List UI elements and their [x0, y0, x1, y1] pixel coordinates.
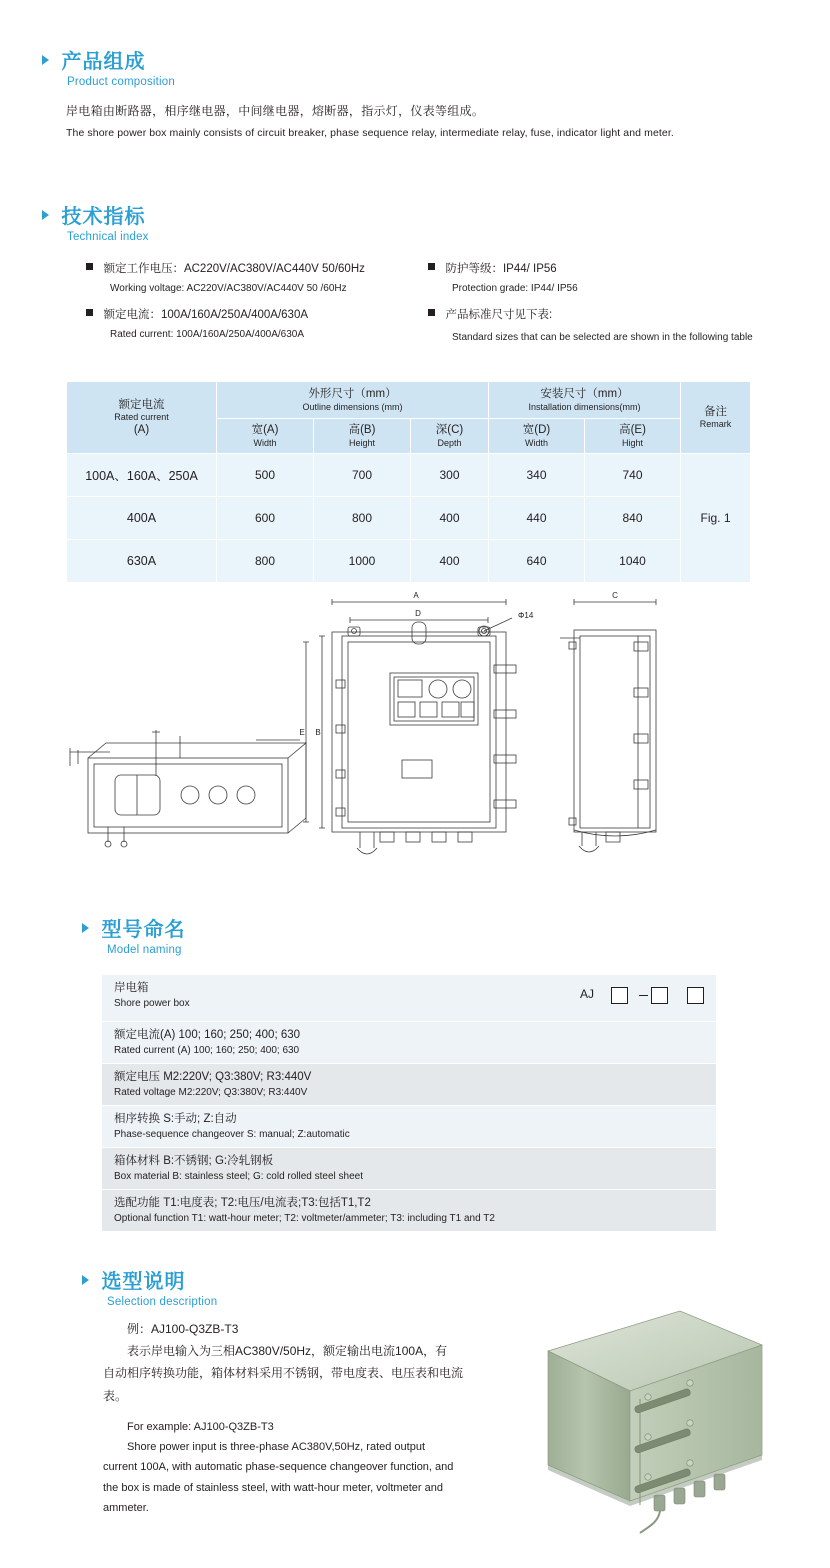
- header-outline-dimensions: [217, 382, 489, 419]
- selection-body-en-3: the box is made of stainless steel, with watt-hour meter, voltmeter and: [103, 1481, 443, 1494]
- selection-example-en: For example: AJ100-Q3ZB-T3: [127, 1420, 274, 1433]
- section-arrow-icon: [82, 1275, 89, 1285]
- section-title-en: Technical index: [67, 231, 149, 243]
- section-arrow-icon: [42, 210, 49, 220]
- header-sub-height-e-cn: 高(E): [619, 424, 646, 437]
- code-box-3[interactable]: [687, 987, 704, 1004]
- header-sub-depth-c-cn: 深(C): [435, 424, 464, 437]
- product-photo: [530, 1305, 780, 1545]
- technical-drawing-svg: [60, 580, 770, 870]
- cell-height-e: 1040: [585, 540, 681, 583]
- tech-index-item-protection: [428, 259, 578, 294]
- header-remark-en: Remark: [699, 419, 732, 430]
- header-sub-width-a: [217, 419, 314, 454]
- cell-depth-c: 400: [411, 497, 489, 540]
- drawing-side-view: [560, 599, 656, 852]
- header-sub-height-e-en: Hight: [622, 437, 644, 448]
- row-label-cn: 箱体材料 B:不锈钢; G:冷轧钢板: [114, 1155, 274, 1168]
- square-bullet-icon: [428, 309, 435, 316]
- tech-index-label-cn: 额定工作电压：AC220V/AC380V/AC440V 50/60Hz: [103, 263, 365, 275]
- tech-index-label-cn: 防护等级：IP44/ IP56: [445, 263, 557, 275]
- selection-body-cn-3: 表。: [103, 1388, 128, 1403]
- section-arrow-icon: [42, 55, 49, 65]
- row-label-en: Box material B: stainless steel; G: cold rolled steel sheet: [114, 1170, 364, 1182]
- selection-body-cn-1: 表示岸电输入为三相AC380V/50Hz，额定输出电流100A，有: [127, 1344, 448, 1359]
- header-sub-depth-c-en: Depth: [437, 437, 462, 448]
- row-label-cn: 额定电流(A) 100; 160; 250; 400; 630: [114, 1029, 301, 1041]
- header-sub-height-b-cn: 高(B): [348, 424, 376, 437]
- tech-index-label-en: Rated current: 100A/160A/250A/400A/630A: [110, 329, 305, 340]
- square-bullet-icon: [428, 263, 435, 270]
- section-product-composition-header: [42, 45, 175, 88]
- technical-drawing: [60, 580, 770, 870]
- cell-width-a: 600: [217, 497, 314, 540]
- row-label-en: Rated current (A) 100; 160; 250; 400; 630: [114, 1044, 300, 1056]
- cell-height-b: 700: [314, 454, 411, 497]
- code-box-2[interactable]: [651, 987, 668, 1004]
- row-label-en: Phase-sequence changeover S: manual; Z:automatic: [114, 1128, 350, 1140]
- table-row: [67, 497, 751, 540]
- header-rated-current-en: Rated current: [114, 412, 169, 423]
- cell-width-d: 340: [489, 454, 585, 497]
- header-sub-height-b: [314, 419, 411, 454]
- table-row: [67, 540, 751, 583]
- tech-index-item-standard-sizes: [428, 305, 758, 347]
- product-photo-svg: [530, 1305, 780, 1545]
- selection-description-body: [103, 1318, 493, 1518]
- dim-label-a: A: [413, 591, 419, 600]
- cell-width-d: 640: [489, 540, 585, 583]
- section-technical-index-header: [42, 200, 149, 243]
- header-outline-cn: 外形尺寸（mm）: [308, 388, 397, 401]
- dim-label-b: B: [315, 728, 321, 737]
- drawing-front-view: [303, 599, 516, 854]
- header-sub-width-a-cn: 宽(A): [251, 424, 279, 437]
- model-naming-row-rated-current: [102, 1022, 716, 1064]
- cell-height-e: 740: [585, 454, 681, 497]
- spec-table: [66, 381, 751, 583]
- tech-index-label-en: Protection grade: IP44/ IP56: [452, 283, 578, 294]
- cell-width-a: 500: [217, 454, 314, 497]
- spec-table-wrapper: [66, 381, 750, 583]
- section-arrow-icon: [82, 923, 89, 933]
- header-remark-cn: 备注: [704, 405, 728, 418]
- model-naming-row-shore-power-box: [102, 975, 716, 1022]
- header-sub-width-d-cn: 宽(D): [522, 424, 551, 437]
- row-label-cn: 额定电压 M2:220V; Q3:380V; R3:440V: [114, 1071, 312, 1084]
- header-remark: [681, 382, 751, 454]
- header-rated-current: [67, 382, 217, 454]
- section-title-en: Selection description: [107, 1296, 218, 1308]
- square-bullet-icon: [86, 309, 93, 316]
- row-label-cn: 相序转换 S:手动; Z:自动: [114, 1113, 237, 1126]
- selection-body-cn-2: 自动相序转换功能，箱体材料采用不锈钢，带电度表、电压表和电流: [103, 1366, 464, 1381]
- tech-index-label-cn: 产品标准尺寸见下表:: [445, 309, 553, 321]
- model-naming-row-rated-voltage: [102, 1064, 716, 1106]
- header-sub-width-d-en: Width: [524, 437, 548, 448]
- row-label-en: Rated voltage M2:220V; Q3:380V; R3:440V: [114, 1086, 308, 1098]
- dim-label-hole: Φ14: [518, 611, 534, 620]
- row-label-en: Shore power box: [114, 997, 190, 1009]
- section-title-en: Product composition: [67, 76, 175, 88]
- tech-index-item-voltage: [86, 259, 365, 294]
- selection-body-en-1: Shore power input is three-phase AC380V,50Hz, rated output: [127, 1441, 426, 1454]
- cell-height-b: 1000: [314, 540, 411, 583]
- tech-index-label-cn: 额定电流：100A/160A/250A/400A/630A: [103, 309, 309, 321]
- section-title-cn: 产品组成: [61, 51, 146, 73]
- header-sub-height-e: [585, 419, 681, 454]
- product-composition-body-en: The shore power box mainly consists of circuit breaker, phase sequence relay, intermediate relay, fuse, indicator light and meter.: [66, 127, 674, 139]
- dim-label-c: C: [612, 591, 618, 600]
- dim-label-d: D: [415, 609, 421, 618]
- cell-width-d: 440: [489, 497, 585, 540]
- header-sub-width-a-en: Width: [253, 437, 277, 448]
- spec-table-header-row-1: [67, 382, 751, 419]
- section-model-naming-header: [82, 913, 185, 956]
- header-install-cn: 安装尺寸（mm）: [540, 388, 629, 401]
- cell-depth-c: 400: [411, 540, 489, 583]
- model-prefix: AJ: [579, 987, 594, 1001]
- section-title-cn: 选型说明: [101, 1271, 186, 1293]
- cell-current: 400A: [67, 497, 217, 540]
- header-install-en: Installation dimensions(mm): [528, 401, 641, 412]
- cell-current: 100A、160A、250A: [67, 454, 217, 497]
- tech-index-label-en: Working voltage: AC220V/AC380V/AC440V 50 /60Hz: [110, 283, 347, 294]
- selection-example-cn: 例：AJ100-Q3ZB-T3: [127, 1322, 239, 1336]
- tech-index-item-current: [86, 305, 308, 340]
- cell-height-b: 800: [314, 497, 411, 540]
- header-sub-width-d: [489, 419, 585, 454]
- dim-label-e: E: [299, 728, 305, 737]
- section-title-cn: 技术指标: [61, 206, 146, 228]
- header-sub-depth-c: [411, 419, 489, 454]
- section-selection-description-header: [82, 1265, 217, 1308]
- table-row: [67, 454, 751, 497]
- tech-index-label-en: Standard sizes that can be selected are shown in the following table: [452, 332, 753, 343]
- cell-depth-c: 300: [411, 454, 489, 497]
- selection-body-en-2: current 100A, with automatic phase-sequence changeover function, and: [103, 1461, 454, 1474]
- section-title-en: Model naming: [107, 944, 182, 956]
- drawing-top-view: [70, 730, 306, 847]
- model-naming-row-phase-sequence: [102, 1106, 716, 1148]
- code-dash: [639, 995, 648, 996]
- header-sub-height-b-en: Height: [348, 437, 375, 448]
- row-label-cn: 选配功能 T1:电度表; T2:电压/电流表;T3:包括T1,T2: [114, 1197, 371, 1210]
- cell-current: 630A: [67, 540, 217, 583]
- section-title-cn: 型号命名: [101, 919, 186, 941]
- selection-body-en-4: ammeter.: [103, 1502, 149, 1515]
- row-label-en: Optional function T1: watt-hour meter; T2: voltmeter/ammeter; T3: including T1 and T2: [114, 1212, 495, 1224]
- header-rated-current-cn: 额定电流: [118, 398, 165, 411]
- cell-height-e: 840: [585, 497, 681, 540]
- row-label-cn: 岸电箱: [114, 982, 149, 994]
- product-composition-body-cn: 岸电箱由断路器，相序继电器，中间继电器，熔断器，指示灯，仪表等组成。: [66, 104, 485, 118]
- header-outline-en: Outline dimensions (mm): [302, 401, 403, 412]
- header-installation-dimensions: [489, 382, 681, 419]
- square-bullet-icon: [86, 263, 93, 270]
- cell-remark: Fig. 1: [681, 454, 751, 583]
- model-naming-row-optional-function: [102, 1190, 716, 1232]
- cell-width-a: 800: [217, 540, 314, 583]
- header-rated-current-unit: (A): [133, 423, 150, 436]
- model-naming-table: [102, 975, 716, 1232]
- code-box-1[interactable]: [611, 987, 628, 1004]
- model-naming-row-box-material: [102, 1148, 716, 1190]
